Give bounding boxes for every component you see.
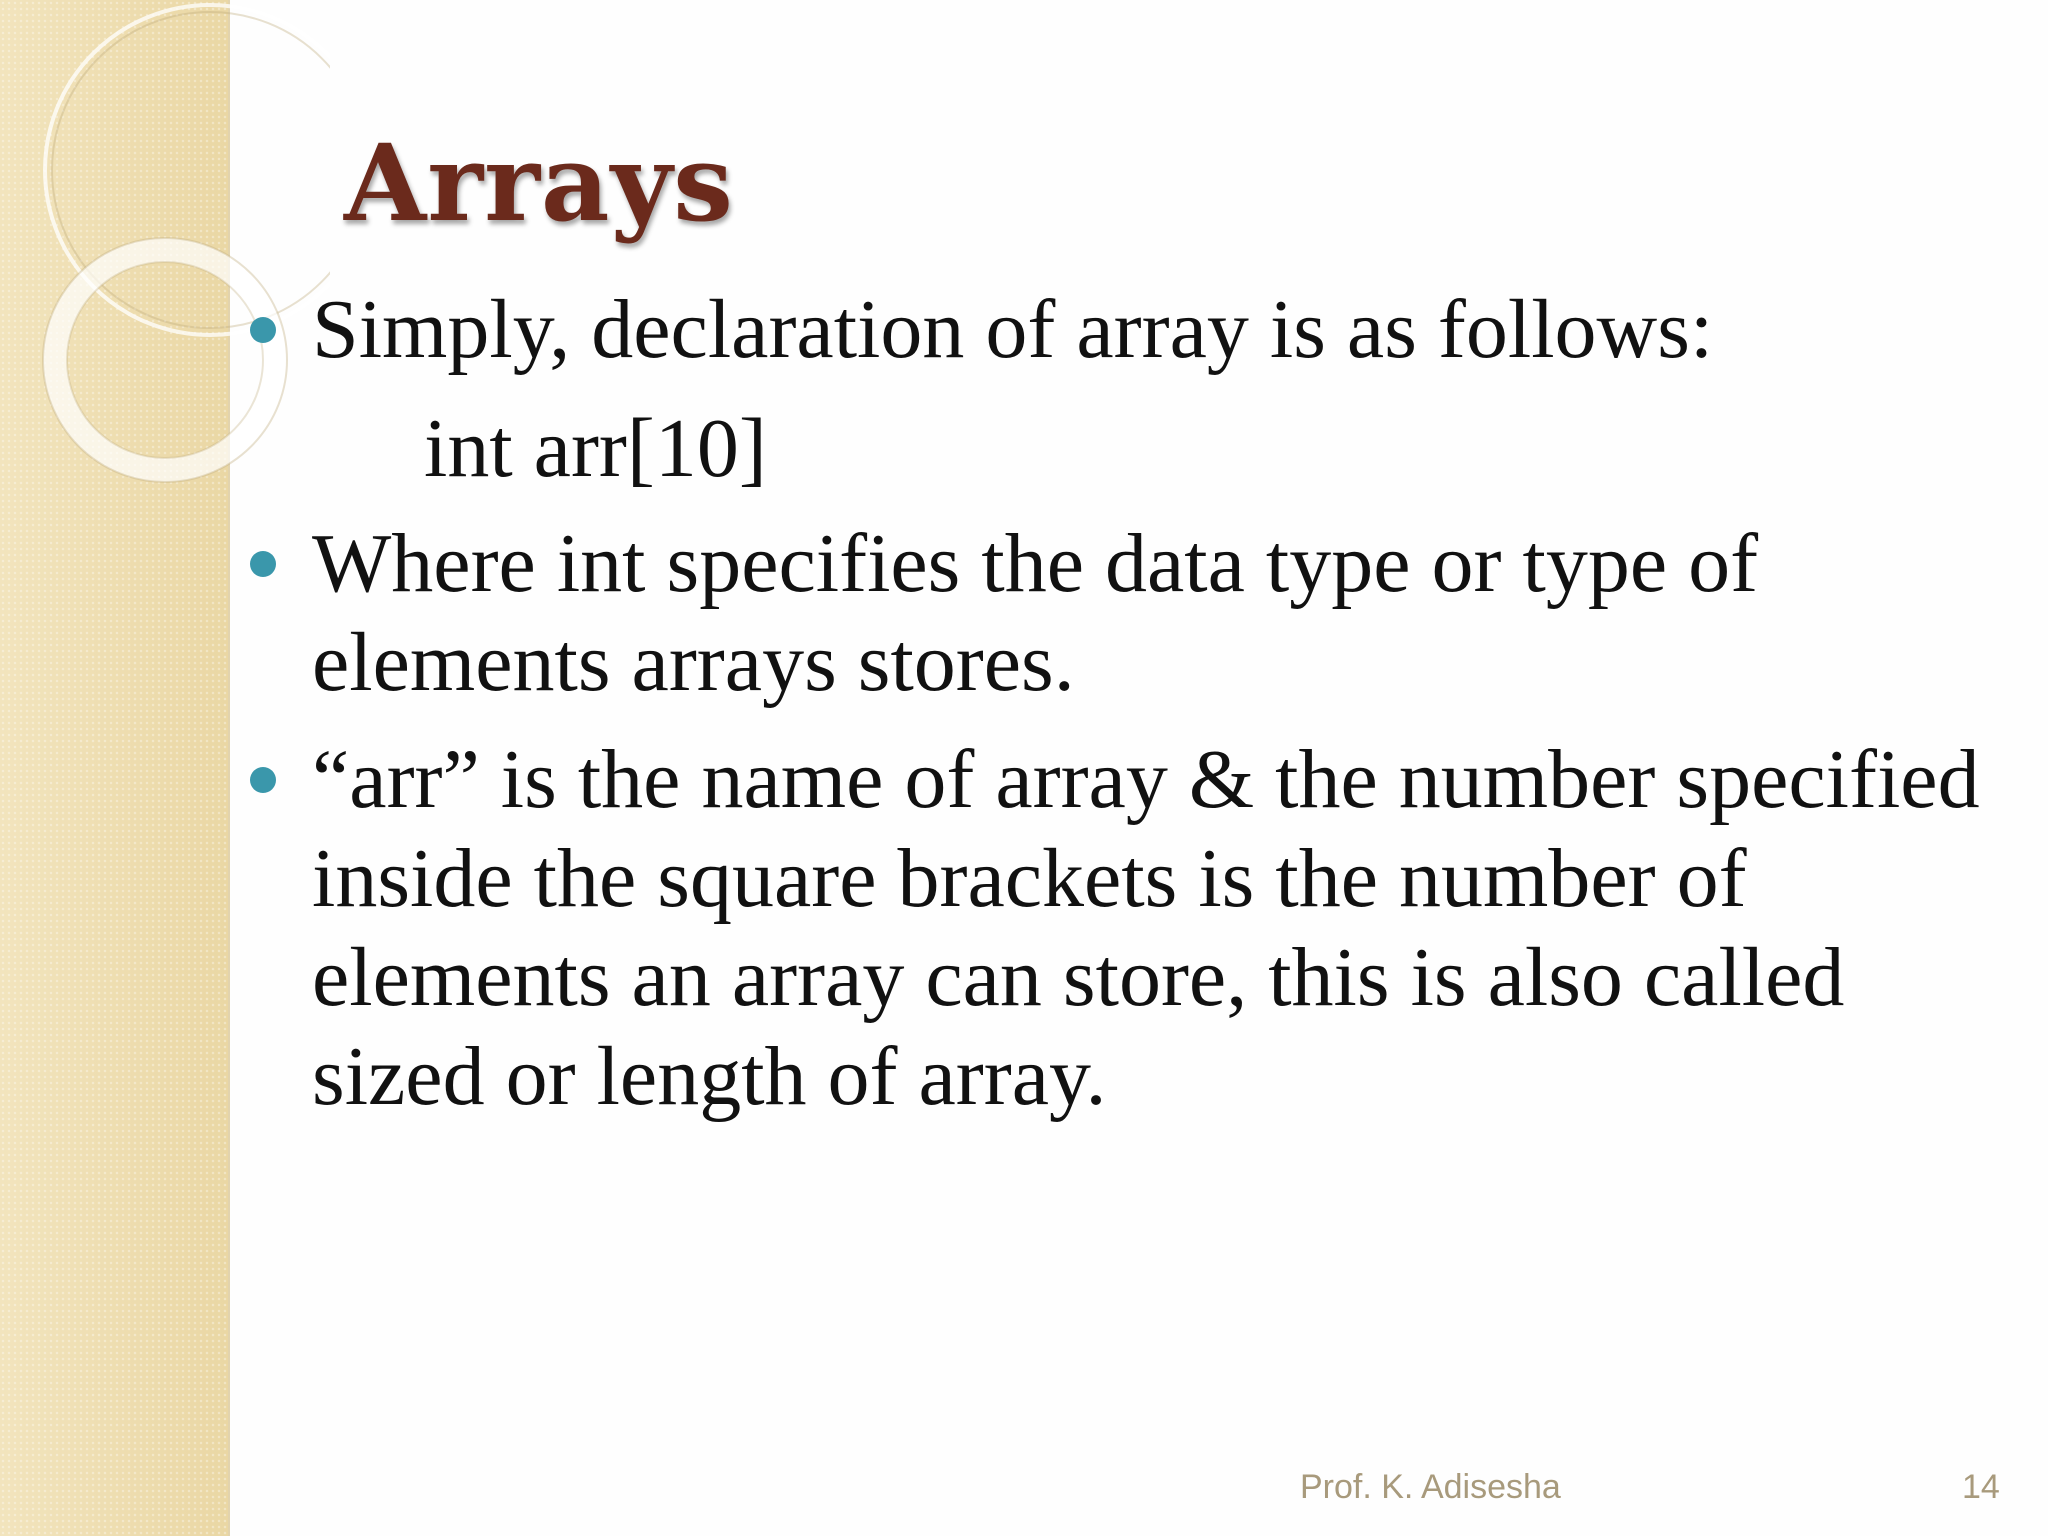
bullet-item [250, 514, 2010, 712]
slide-title: Arrays [344, 120, 734, 245]
bullet-item [250, 280, 2010, 379]
bullet-dot-icon [250, 767, 276, 793]
slide-content [250, 280, 2010, 1126]
bullet-dot-icon [250, 551, 276, 577]
page-number: 14 [1962, 1468, 2000, 1506]
bullet-text: Simply, declaration of array is as follows: [312, 283, 1714, 376]
footer-author: Prof. K. Adisesha [1300, 1468, 1561, 1506]
bullet-item [250, 730, 2010, 1126]
code-example: int arr[10] [424, 402, 767, 495]
bullet-dot-icon [250, 317, 276, 343]
bullet-text: Where int specifies the data type or type of elements arrays stores. [312, 517, 1759, 709]
bullet-text: “arr” is the name of array & the number specified inside the square brackets is the number of elements an array can store, this is also called sized or length of array. [312, 733, 1980, 1123]
